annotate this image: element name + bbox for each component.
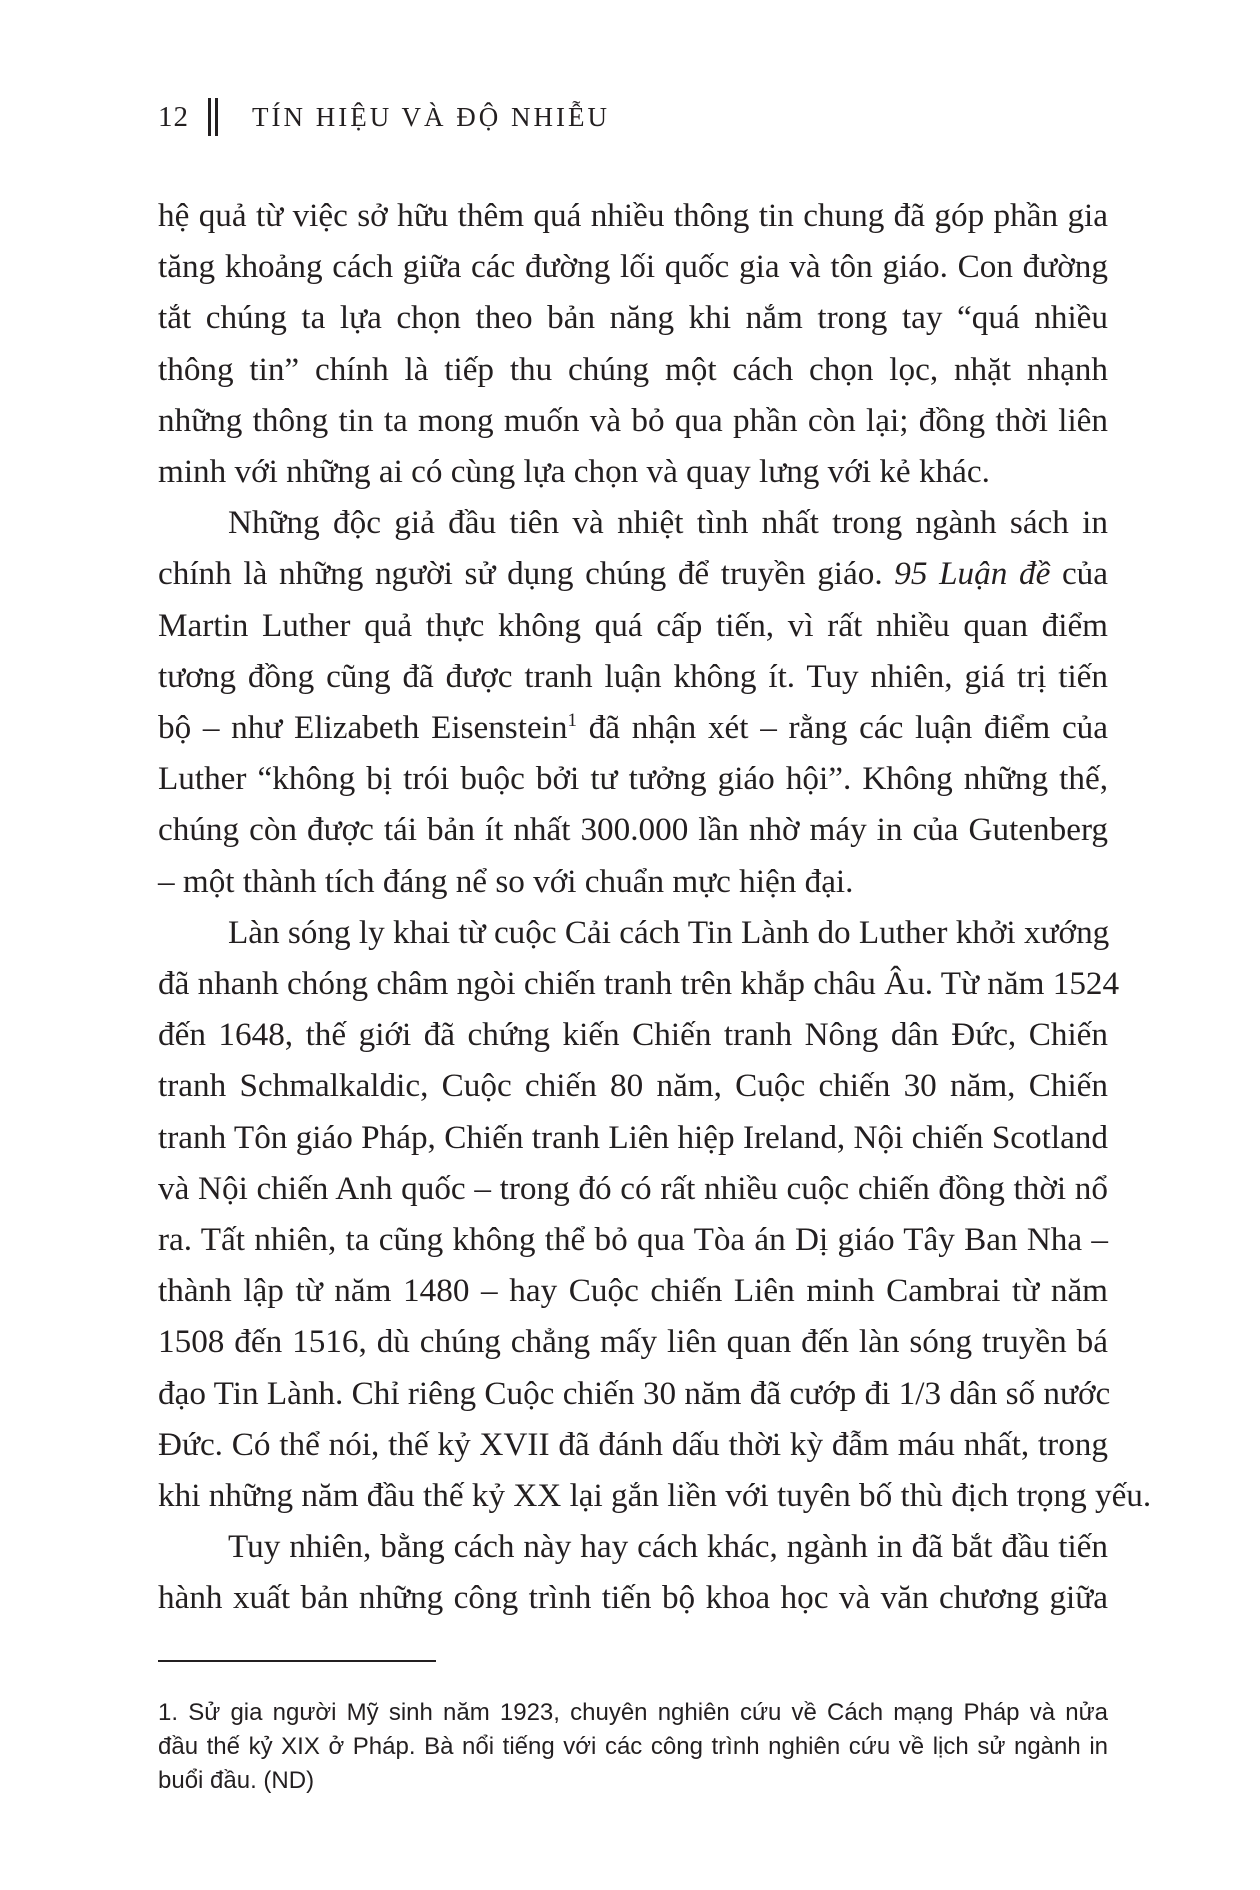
text-line: thành lập từ năm 1480 – hay Cuộc chiến Liên minh Cambrai từ năm xyxy=(158,1272,1108,1310)
text-segment: chính là những người sử dụng chúng để truyền giáo. xyxy=(158,555,895,593)
paragraph-2 xyxy=(158,497,1108,907)
footnote-line: đầu thế kỷ XIX ở Pháp. Bà nổi tiếng với các công trình nghiên cứu về lịch sử ngành in xyxy=(158,1733,1108,1760)
text-line: đến 1648, thế giới đã chứng kiến Chiến tranh Nông dân Đức, Chiến xyxy=(158,1016,1108,1054)
text-line: tăng khoảng cách giữa các đường lối quốc gia và tôn giáo. Con đường xyxy=(158,248,1108,286)
running-title: TÍN HIỆU VÀ ĐỘ NHIỄU xyxy=(252,101,610,132)
text-line: khi những năm đầu thế kỷ XX lại gắn liền với tuyên bố thù địch trọng yếu. xyxy=(158,1477,1152,1515)
text-line: tương đồng cũng đã được tranh luận không ít. Tuy nhiên, giá trị tiến xyxy=(158,657,1108,695)
text-line: đạo Tin Lành. Chỉ riêng Cuộc chiến 30 năm đã cướp đi 1/3 dân số nước xyxy=(158,1374,1111,1412)
footnote-reference: 1 xyxy=(567,710,577,732)
text-line: những thông tin ta mong muốn và bỏ qua phần còn lại; đồng thời liên xyxy=(158,401,1108,439)
text-line: ra. Tất nhiên, ta cũng không thể bỏ qua Tòa án Dị giáo Tây Ban Nha – xyxy=(158,1221,1108,1259)
text-line: và Nội chiến Anh quốc – trong đó có rất nhiều cuộc chiến đồng thời nổ xyxy=(158,1169,1108,1207)
text-line: Martin Luther quả thực không quá cấp tiến, vì rất nhiều quan điểm xyxy=(158,606,1108,644)
text-line-with-book-title xyxy=(158,548,1108,599)
text-line: tranh Schmalkaldic, Cuộc chiến 80 năm, Cuộc chiến 30 năm, Chiến xyxy=(158,1067,1108,1105)
text-line: tắt chúng ta lựa chọn theo bản năng khi nắm trong tay “quá nhiều xyxy=(158,299,1108,337)
footnote-divider xyxy=(158,1660,436,1662)
text-line: Những độc giả đầu tiên và nhiệt tình nhất trong ngành sách in xyxy=(228,504,1108,542)
text-line: tranh Tôn giáo Pháp, Chiến tranh Liên hiệp Ireland, Nội chiến Scotland xyxy=(158,1118,1108,1156)
text-line: minh với những ai có cùng lựa chọn và quay lưng với kẻ khác. xyxy=(158,453,990,491)
text-line: chúng còn được tái bản ít nhất 300.000 lần nhờ máy in của Gutenberg xyxy=(158,811,1108,849)
text-segment: đã nhận xét – rằng các luận điểm của xyxy=(577,709,1109,747)
footnote xyxy=(158,1696,1108,1798)
text-segment: bộ – như Elizabeth Eisenstein xyxy=(158,709,568,747)
text-line: Làn sóng ly khai từ cuộc Cải cách Tin Lành do Luther khởi xướng xyxy=(228,913,1110,951)
book-title-italic: 95 Luận đề xyxy=(894,555,1051,593)
text-line: – một thành tích đáng nể so với chuẩn mực hiện đại. xyxy=(158,862,854,900)
footnote-line: 1. Sử gia người Mỹ sinh năm 1923, chuyên nghiên cứu về Cách mạng Pháp và nửa xyxy=(158,1699,1108,1726)
footnote-line: buổi đầu. (ND) xyxy=(158,1767,315,1794)
running-header xyxy=(158,98,610,136)
paragraph-1 xyxy=(158,190,1108,497)
paragraph-3 xyxy=(158,907,1152,1521)
text-segment: của xyxy=(1050,555,1109,593)
text-line: hệ quả từ việc sở hữu thêm quá nhiều thông tin chung đã góp phần gia xyxy=(158,197,1108,234)
text-line: hành xuất bản những công trình tiến bộ khoa học và văn chương giữa xyxy=(158,1579,1108,1617)
page-number: 12 xyxy=(158,100,189,133)
paragraph-4 xyxy=(158,1521,1108,1623)
text-line: Đức. Có thể nói, thế kỷ XVII đã đánh dấu thời kỳ đẫm máu nhất, trong xyxy=(158,1425,1108,1463)
text-line: thông tin” chính là tiếp thu chúng một cách chọn lọc, nhặt nhạnh xyxy=(158,350,1108,388)
text-line: Luther “không bị trói buộc bởi tư tưởng giáo hội”. Không những thế, xyxy=(158,760,1108,798)
text-line: Tuy nhiên, bằng cách này hay cách khác, ngành in đã bắt đầu tiến xyxy=(228,1528,1108,1566)
text-line: đã nhanh chóng châm ngòi chiến tranh trên khắp châu Âu. Từ năm 1524 xyxy=(158,965,1120,1003)
text-line-with-footnote-ref xyxy=(158,702,1108,753)
body-text xyxy=(158,190,1152,1624)
text-line: 1508 đến 1516, dù chúng chẳng mấy liên quan đến làn sóng truyền bá xyxy=(158,1323,1108,1361)
header-double-rule xyxy=(208,98,218,136)
